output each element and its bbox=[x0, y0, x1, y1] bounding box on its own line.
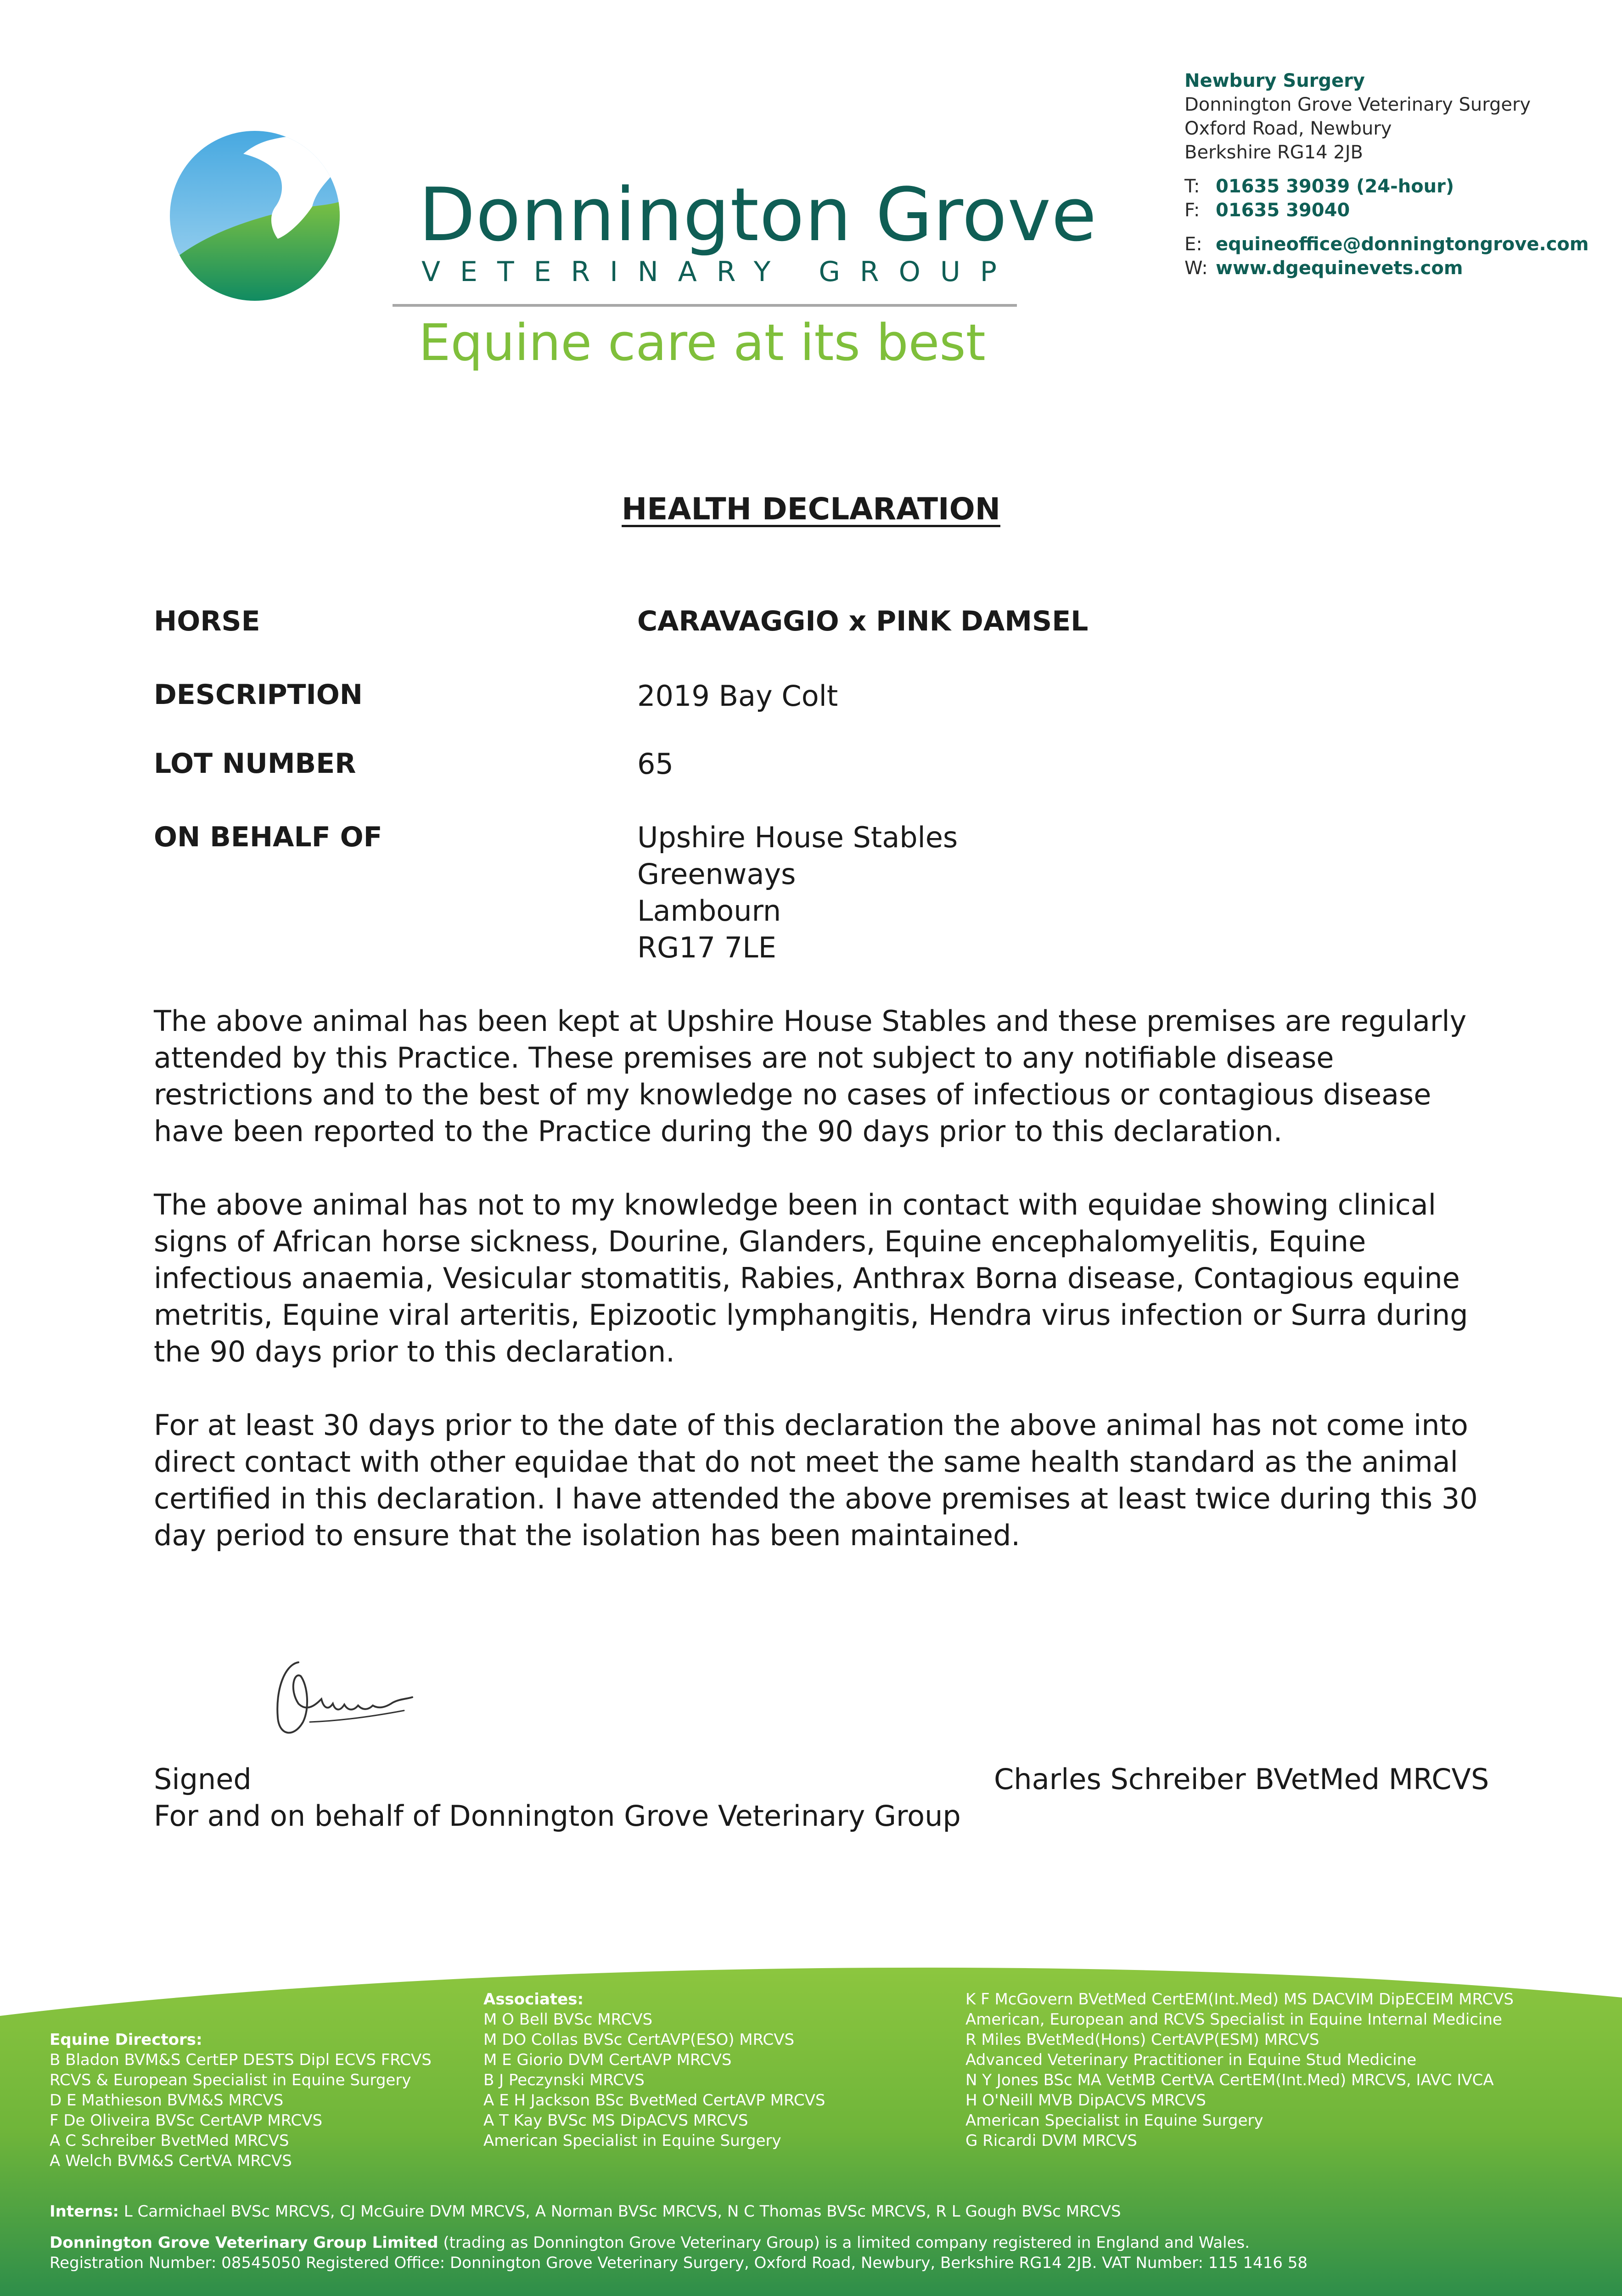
company-registration bbox=[50, 2233, 1308, 2273]
specialists-list bbox=[965, 1989, 1514, 2151]
list-item: M DO Collas BVSc CertAVP(ESO) MRCVS bbox=[483, 2031, 795, 2049]
horse-label: HORSE bbox=[154, 605, 260, 637]
associates-list bbox=[483, 1989, 825, 2151]
list-item: A T Kay BVSc MS DipACVS MRCVS bbox=[483, 2111, 748, 2130]
declaration-paragraph: The above animal has not to my knowledge been in contact with equidae showing clinical signs of African horse sickness, Dourine, Glanders, Equine encephalomyelitis, Equine infectious anaemia, Vesicular stomatitis, Rabies, Anthrax Borna disease, Contagious equine metritis, Equine viral arteritis, Epizootic lymphangitis, Hendra virus infection or Surra during the 90 days prior to this declaration. bbox=[154, 1188, 1468, 1368]
lot-number-label: LOT NUMBER bbox=[154, 748, 356, 780]
description-value: 2019 Bay Colt bbox=[637, 679, 838, 713]
brand-divider bbox=[393, 304, 1017, 307]
list-item: American Specialist in Equine Surgery bbox=[965, 2111, 1263, 2130]
list-item: K F McGovern BVetMed CertEM(Int.Med) MS DACVIM DipECEIM MRCVS bbox=[965, 1990, 1514, 2009]
website-link[interactable]: www.dgequinevets.com bbox=[1216, 258, 1463, 279]
list-item: American, European and RCVS Specialist in Equine Internal Medicine bbox=[965, 2010, 1502, 2029]
list-item: B Bladon BVM&S CertEP DESTS Dipl ECVS FRCVS bbox=[50, 2051, 432, 2069]
brand-name: Donnington Grove bbox=[419, 172, 1097, 258]
declaration-paragraph: The above animal has been kept at Upshire House Stables and these premises are regularly attended by this Practice. These premises are not subject to any notifiable disease restrictions and to the best of my knowledge no cases of infectious or contagious disease have been reported to the Practice during the 90 days prior to this declaration. bbox=[154, 1004, 1467, 1148]
on-behalf-address bbox=[637, 819, 958, 966]
signature-image bbox=[266, 1653, 418, 1750]
lot-number-value: 65 bbox=[637, 747, 673, 781]
list-item: B J Peczynski MRCVS bbox=[483, 2071, 645, 2089]
list-item: G Ricardi DVM MRCVS bbox=[965, 2132, 1137, 2150]
declaration-paragraph: For at least 30 days prior to the date of this declaration the above animal has not come into direct contact with other equidae that do not meet the same health standard as the animal certified in this declaration. I have attended the above premises at least twice during this 30 day period to ensure that the isolation has been maintained. bbox=[154, 1408, 1478, 1552]
horse-logo-icon bbox=[165, 129, 349, 303]
brand-tagline: Equine care at its best bbox=[419, 313, 986, 372]
company-name: Donnington Grove Veterinary Group Limited bbox=[50, 2234, 438, 2252]
directors-heading: Equine Directors: bbox=[50, 2031, 202, 2049]
on-behalf-statement: For and on behalf of Donnington Grove Veterinary Group bbox=[154, 1799, 961, 1833]
address-line: Greenways bbox=[637, 857, 796, 891]
horse-value: CARAVAGGIO x PINK DAMSEL bbox=[637, 605, 1089, 637]
contact-block bbox=[1184, 69, 1589, 280]
signed-label: Signed bbox=[154, 1762, 252, 1796]
document-title-text: HEALTH DECLARATION bbox=[622, 491, 1000, 527]
address-line: Oxford Road, Newbury bbox=[1184, 118, 1392, 139]
tel-label: T: bbox=[1184, 176, 1200, 197]
address-line: Donnington Grove Veterinary Surgery bbox=[1184, 94, 1531, 115]
list-item: R Miles BVetMed(Hons) CertAVP(ESM) MRCVS bbox=[965, 2031, 1319, 2049]
email-label: E: bbox=[1184, 234, 1202, 255]
list-item: A Welch BVM&S CertVA MRCVS bbox=[50, 2152, 292, 2170]
address-line: Upshire House Stables bbox=[637, 821, 958, 854]
fax-label: F: bbox=[1184, 200, 1200, 221]
list-item: RCVS & European Specialist in Equine Surgery bbox=[50, 2071, 411, 2089]
list-item: M O Bell BVSc MRCVS bbox=[483, 2010, 653, 2029]
list-item: A C Schreiber BvetMed MRCVS bbox=[50, 2132, 289, 2150]
list-item: D E Mathieson BVM&S MRCVS bbox=[50, 2091, 284, 2110]
fax-number: 01635 39040 bbox=[1216, 200, 1350, 221]
address-line: Lambourn bbox=[637, 894, 781, 928]
description-label: DESCRIPTION bbox=[154, 679, 363, 711]
interns-line bbox=[50, 2201, 1121, 2222]
list-item: Advanced Veterinary Practitioner in Equine Stud Medicine bbox=[965, 2051, 1417, 2069]
phone-number: 01635 39039 (24-hour) bbox=[1216, 176, 1454, 197]
brand-subtitle: VETERINARY GROUP bbox=[421, 256, 1016, 288]
signer-name: Charles Schreiber BVetMed MRCVS bbox=[994, 1762, 1489, 1796]
list-item: American Specialist in Equine Surgery bbox=[483, 2132, 781, 2150]
company-description: (trading as Donnington Grove Veterinary Group) is a limited company registered in England and Wales. bbox=[438, 2234, 1250, 2252]
web-label: W: bbox=[1184, 258, 1208, 279]
associates-heading: Associates: bbox=[483, 1990, 584, 2009]
address-line: RG17 7LE bbox=[637, 931, 776, 964]
list-item: F De Oliveira BVSc CertAVP MRCVS bbox=[50, 2111, 323, 2130]
interns-names: L Carmichael BVSc MRCVS, CJ McGuire DVM MRCVS, A Norman BVSc MRCVS, N C Thomas BVSc MRCVS, R L Gough BVSc MRCVS bbox=[118, 2202, 1121, 2221]
address-line: Berkshire RG14 2JB bbox=[1184, 142, 1363, 163]
office-name: Newbury Surgery bbox=[1184, 70, 1365, 91]
on-behalf-label: ON BEHALF OF bbox=[154, 821, 382, 853]
document-title bbox=[0, 491, 1622, 527]
interns-label: Interns: bbox=[50, 2202, 119, 2221]
list-item: A E H Jackson BSc BvetMed CertAVP MRCVS bbox=[483, 2091, 825, 2110]
registration-details: Registration Number: 08545050 Registered Office: Donnington Grove Veterinary Surgery, Oxford Road, Newbury, Berkshire RG14 2JB. VAT Number: 115 1416 58 bbox=[50, 2254, 1308, 2272]
directors-list bbox=[50, 2030, 432, 2171]
email-link[interactable]: equineoffice@donningtongrove.com bbox=[1216, 234, 1589, 255]
list-item: M E Giorio DVM CertAVP MRCVS bbox=[483, 2051, 732, 2069]
list-item: H O'Neill MVB DipACVS MRCVS bbox=[965, 2091, 1206, 2110]
list-item: N Y Jones BSc MA VetMB CertVA CertEM(Int.Med) MRCVS, IAVC IVCA bbox=[965, 2071, 1494, 2089]
